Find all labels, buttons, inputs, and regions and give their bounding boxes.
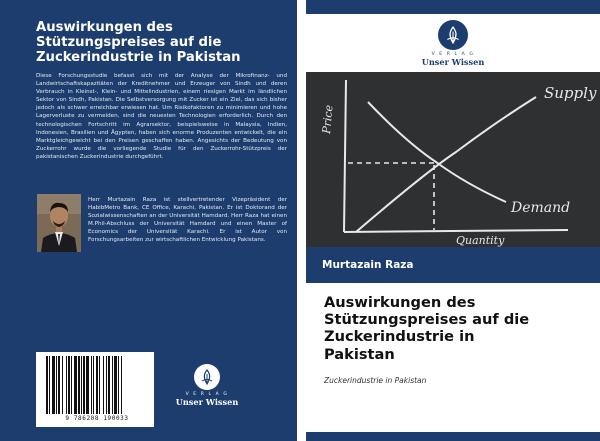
barcode [36,352,154,427]
back-cover [0,0,297,441]
barcode-bar [46,356,48,414]
back-publisher-logo [172,364,242,407]
barcode-bar [71,356,72,414]
spine [297,0,306,441]
front-title-line: Stützungspreises auf die [324,311,530,329]
barcode-bar [78,356,80,414]
front-subtitle: Zuckerindustrie in Pakistan [324,376,427,385]
barcode-bar [83,356,85,414]
barcode-bar [52,356,55,414]
barcode-bar [68,356,70,414]
barcode-bar [114,356,117,414]
back-title-line: Auswirkungen des [36,20,173,35]
author-name: Murtazain Raza [322,259,414,271]
barcode-bar [103,356,104,414]
barcode-bar [49,356,50,414]
barcode-bar [99,356,100,414]
front-top-bar [306,0,600,14]
barcode-bar [108,356,110,414]
back-description: Diese Forschungsstudie befasst sich mit der Analyse der Mikrofinanz- und Landwirtschaftskapazitäten der Kreditnehmer und Erzeuger von Sindh und deren Verbrauch in Kleinst-, Klein- und Mittelindustrien, einem riesigen Markt im ländlichen Sektor von Sindh, Pakistan. Die Selbstversorgung mit Zucker ist ein Ziel, das sich bisher jedoch als schwer erreichbar erwiesen hat. Um Risikofaktoren zu minimieren und hohe Lagerverluste zu vermeiden, sind die neuesten Technologien erforderlich. Durch den technologischen Fortschritt im Agrarsektor, beispielsweise in Malaysia, Indien, Indonesien, Brasilien und Ägypten, haben sich enorme Produzenten entwickelt, die ein Marktgleichgewicht bei den Preisen geschaffen haben. Angesichts der Bedeutung von Zuckerrohr wurde die vorliegende Studie für den Zuckerrohr-Stützpreis der pakistanischen Zuckerindustrie durchgeführt. [36,73,287,160]
front-bottom-bar [306,432,600,441]
author-band [306,247,600,283]
barcode-bar [112,356,113,414]
publisher-logo-icon [438,20,468,50]
barcode-bar [58,356,60,414]
publisher-logo-icon [194,364,220,390]
publisher-verlag-text: V E R L A G [431,52,475,57]
barcode-bar [56,356,57,414]
price-label: Price [320,104,336,135]
barcode-bar [91,356,92,414]
front-cover [306,0,600,441]
barcode-bar [74,356,77,414]
barcode-digits: 9 786208 190033 [65,415,129,422]
barcode-bar [62,356,63,414]
publisher-verlag-text: V E R L A G [185,392,229,397]
barcode-bar [81,356,82,414]
supply-label: Supply [544,84,597,102]
front-title-line: Zuckerindustrie in [324,328,475,346]
back-title-line: Zuckerindustrie in Pakistan [36,50,241,65]
demand-label: Demand [511,200,571,216]
author-bio: Herr Murtazain Raza ist stellvertretender Vizepräsident der HabibMetro Bank, CE Office, Karachi, Pakistan. Er ist Doktorand der Sozialwissenschaften an der Universität Hamdard. Herr Raza hat einen M.Phil-Abschluss der Universität Hamdard und einen Master of Economics der Universität Karachi. Er ist Autor von Forschungsarbeiten zur wirtschaftlichen Entwicklung Pakistans. [88,197,287,244]
barcode-bar [66,356,67,414]
chalkboard-image [306,72,600,247]
barcode-bar [86,356,89,414]
publisher-name: Unser Wissen [175,397,239,407]
barcode-bar [121,356,122,414]
front-publisher-logo [415,20,491,67]
front-title [324,294,594,363]
front-title-line: Pakistan [324,345,395,363]
barcode-bar [93,356,94,414]
barcode-bar [96,356,98,414]
barcode-bar [118,356,119,414]
back-title [36,20,286,65]
publisher-name: Unser Wissen [421,57,485,67]
front-title-line: Auswirkungen des [324,294,476,311]
back-title-line: Stützungspreises auf die [36,35,222,50]
quantity-label: Quantity [456,234,505,247]
barcode-bar [106,356,107,414]
author-photo [37,194,81,252]
